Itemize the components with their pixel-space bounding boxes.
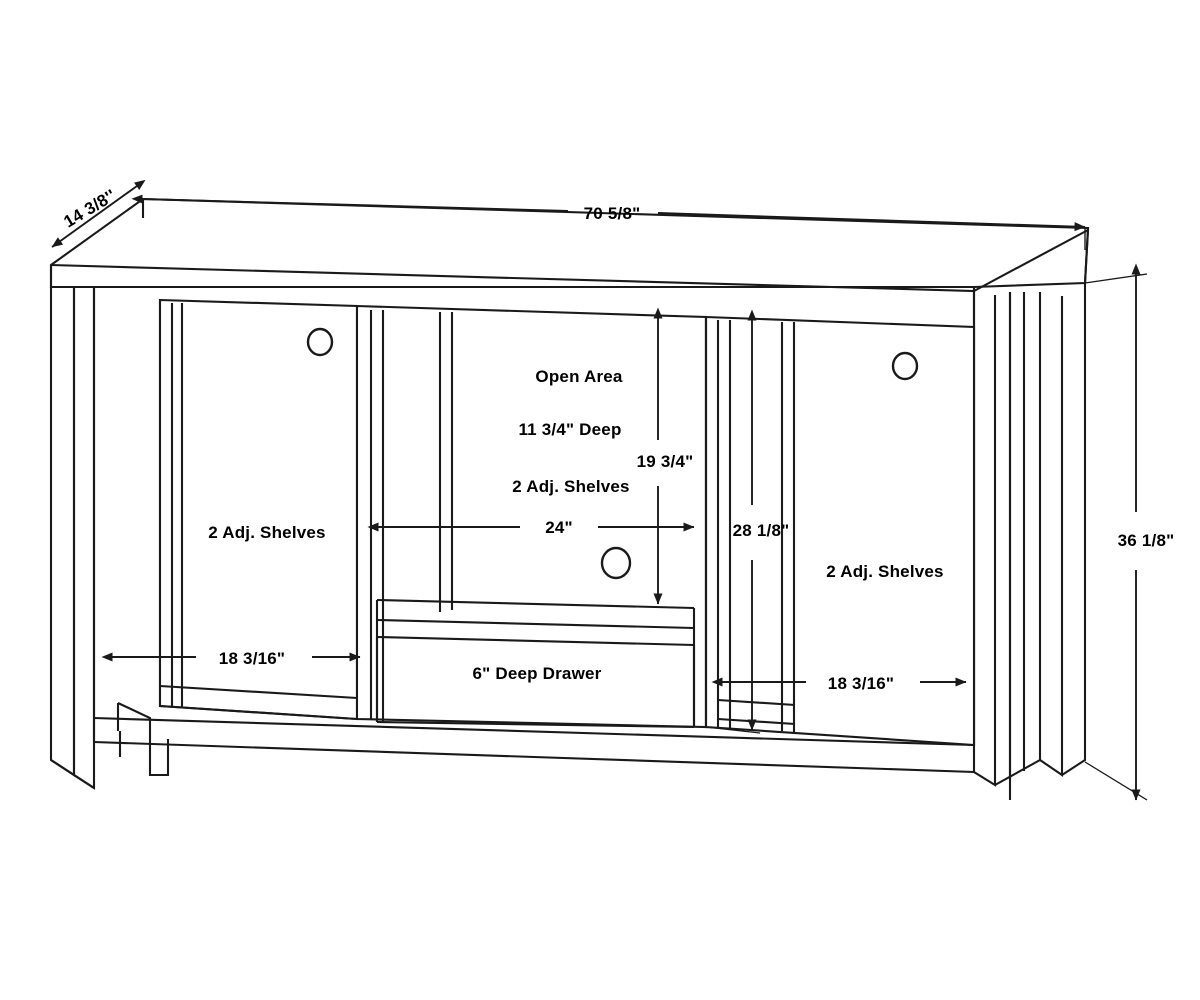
note-left-shelves: 2 Adj. Shelves — [208, 523, 326, 542]
dim-label-cabinet-interior-height: 28 1/8" — [732, 521, 790, 540]
note-open-area-depth: 11 3/4" Deep — [518, 420, 622, 439]
dim-label-overall-depth: 14 3/8'' — [60, 185, 120, 232]
note-open-area: Open Area — [535, 367, 623, 386]
dim-label-right-cabinet-width: 18 3/16" — [827, 674, 895, 693]
dim-label-open-area-width: 24" — [545, 518, 573, 537]
cabinet-top-slab — [51, 199, 1088, 291]
dim-label-left-cabinet-width: 18 3/16" — [218, 649, 286, 668]
center-drawer-knob — [602, 548, 630, 578]
dim-label-overall-height: 36 1/8" — [1117, 531, 1175, 550]
dim-label-overall-width: 70 5/8" — [583, 204, 641, 223]
right-front-leg — [974, 283, 1085, 785]
dim-label-open-area-height: 19 3/4" — [636, 452, 694, 471]
note-open-area-shelves: 2 Adj. Shelves — [512, 477, 630, 496]
left-front-leg — [51, 287, 94, 788]
right-door-knob — [893, 353, 917, 379]
note-right-shelves: 2 Adj. Shelves — [826, 562, 944, 581]
note-drawer: 6" Deep Drawer — [472, 664, 602, 683]
left-rear-leg — [150, 737, 168, 775]
left-door-knob — [308, 329, 332, 355]
